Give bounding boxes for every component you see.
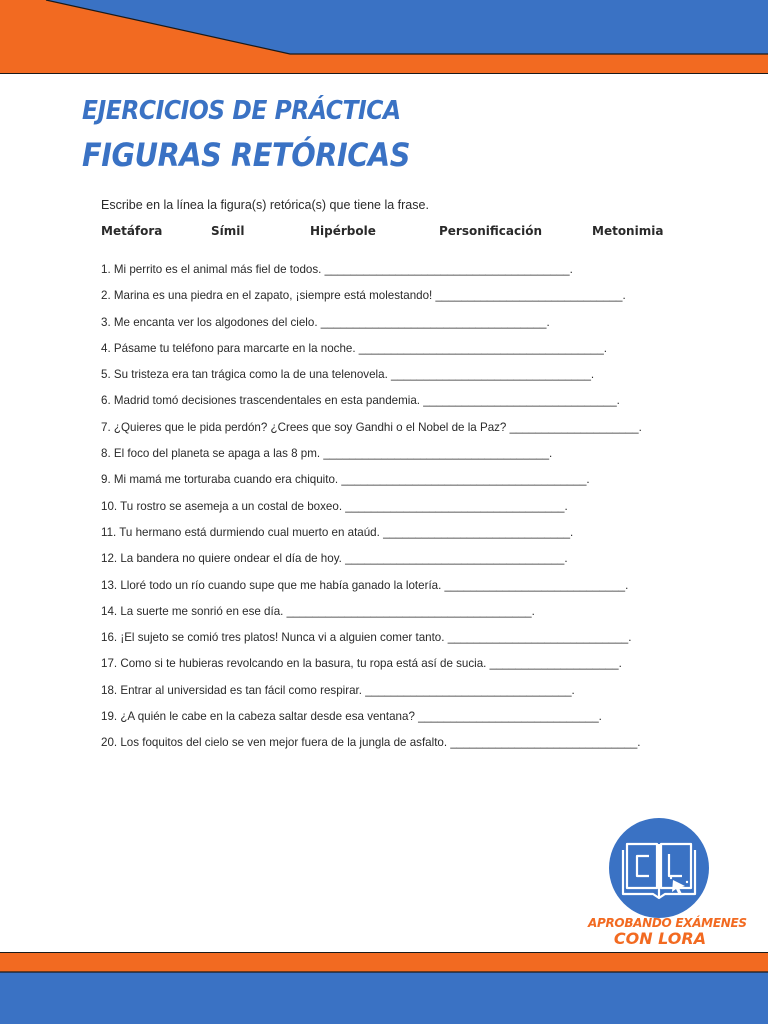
option-metafora: Metáfora <box>101 224 163 238</box>
page-subtitle: FIGURAS RETÓRICAS <box>82 136 411 174</box>
question-item: 2. Marina es una piedra en el zapato, ¡siempre está molestando! _____________________________. <box>101 289 626 303</box>
page-title: EJERCICIOS DE PRÁCTICA <box>82 96 401 126</box>
question-item: 18. Entrar al universidad es tan fácil como respirar. ________________________________. <box>101 683 575 697</box>
brand-logo <box>588 818 747 952</box>
question-item: 11. Tu hermano está durmiendo cual muerto en ataúd. _____________________________. <box>101 525 574 539</box>
logo-name: CON LORA <box>613 929 707 948</box>
question-item: 4. Pásame tu teléfono para marcarte en la noche. ______________________________________. <box>101 341 608 355</box>
option-simil: Símil <box>211 224 245 238</box>
question-item: 14. La suerte me sonrió en ese día. ______________________________________. <box>101 604 535 618</box>
question-item: 12. La bandera no quiere ondear el día de hoy. __________________________________. <box>101 552 568 566</box>
question-item: 9. Mi mamá me torturaba cuando era chiquito. ______________________________________. <box>101 473 590 487</box>
logo-tagline: APROBANDO EXÁMENES <box>588 916 747 930</box>
question-item: 3. Me encanta ver los algodones del cielo. ___________________________________. <box>101 315 550 329</box>
option-hiperbole: Hipérbole <box>310 224 376 238</box>
figure-options <box>101 224 701 240</box>
question-item: 17. Como si te hubieras revolcando en la basura, tu ropa está así de sucia. ____________________. <box>101 657 622 671</box>
book-icon <box>609 818 709 918</box>
question-item: 16. ¡El sujeto se comió tres platos! Nunca vi a alguien comer tanto. ____________________________. <box>101 631 632 645</box>
option-personificacion: Personificación <box>439 224 543 238</box>
header-banner <box>0 0 768 74</box>
question-item: 7. ¿Quieres que le pida perdón? ¿Crees que soy Gandhi o el Nobel de la Paz? ____________________. <box>101 420 642 434</box>
question-list <box>101 262 701 762</box>
question-item: 1. Mi perrito es el animal más fiel de todos. ______________________________________. <box>101 263 573 276</box>
question-item: 20. Los foquitos del cielo se ven mejor fuera de la jungla de asfalto. _____________________________. <box>101 736 641 750</box>
instructions-text: Escribe en la línea la figura(s) retórica(s) que tiene la frase. <box>101 198 429 212</box>
question-item: 8. El foco del planeta se apaga a las 8 pm. ___________________________________. <box>101 447 553 461</box>
question-item: 6. Madrid tomó decisiones trascendentales en esta pandemia. ______________________________. <box>101 394 620 408</box>
question-item: 10. Tu rostro se asemeja a un costal de boxeo. __________________________________. <box>101 499 568 513</box>
option-metonimia: Metonimia <box>592 224 664 238</box>
question-item: 5. Su tristeza era tan trágica como la de una telenovela. _______________________________. <box>101 368 595 382</box>
question-item: 13. Lloré todo un río cuando supe que me había ganado la lotería. ____________________________. <box>101 578 629 592</box>
footer-banner <box>0 952 768 1024</box>
question-item: 19. ¿A quién le cabe en la cabeza saltar desde esa ventana? ____________________________. <box>101 710 602 724</box>
